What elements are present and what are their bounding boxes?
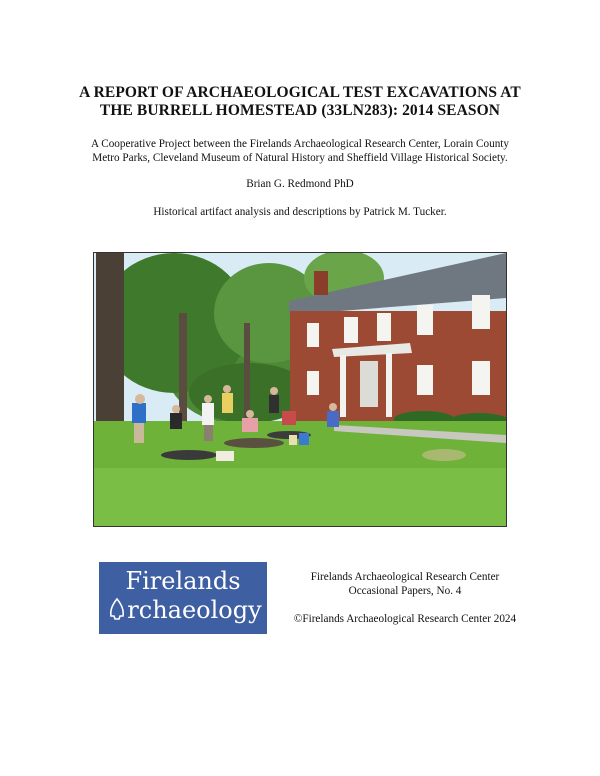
subtitle-line-2: Metro Parks, Cleveland Museum of Natural History and Sheffield Village Historical Society.	[92, 152, 508, 164]
logo-line-1: Firelands	[125, 567, 241, 595]
excavation-photo	[93, 252, 507, 527]
publisher-name: Firelands Archaeological Research Center	[310, 571, 500, 583]
firelands-archaeology-logo	[99, 562, 267, 634]
subtitle-line-1: A Cooperative Project between the Firelands Archaeological Research Center, Lorain County	[90, 138, 510, 150]
artifact-analysis-credit: Historical artifact analysis and descriptions by Patrick M. Tucker.	[153, 206, 447, 218]
title-line-1: A REPORT OF ARCHAEOLOGICAL TEST EXCAVATIONS AT	[79, 84, 521, 101]
publisher-series	[280, 570, 530, 598]
series-number: Occasional Papers, No. 4	[348, 585, 462, 597]
author-name: Brian G. Redmond PhD	[246, 178, 354, 190]
copyright-notice: ©Firelands Archaeological Research Center 2024	[293, 613, 517, 625]
project-description	[40, 137, 560, 165]
arrowhead-icon	[108, 597, 126, 621]
report-title	[40, 84, 560, 120]
title-line-2: THE BURRELL HOMESTEAD (33LN283): 2014 SEASON	[99, 102, 501, 119]
logo-line-2: rchaeology	[127, 596, 262, 624]
